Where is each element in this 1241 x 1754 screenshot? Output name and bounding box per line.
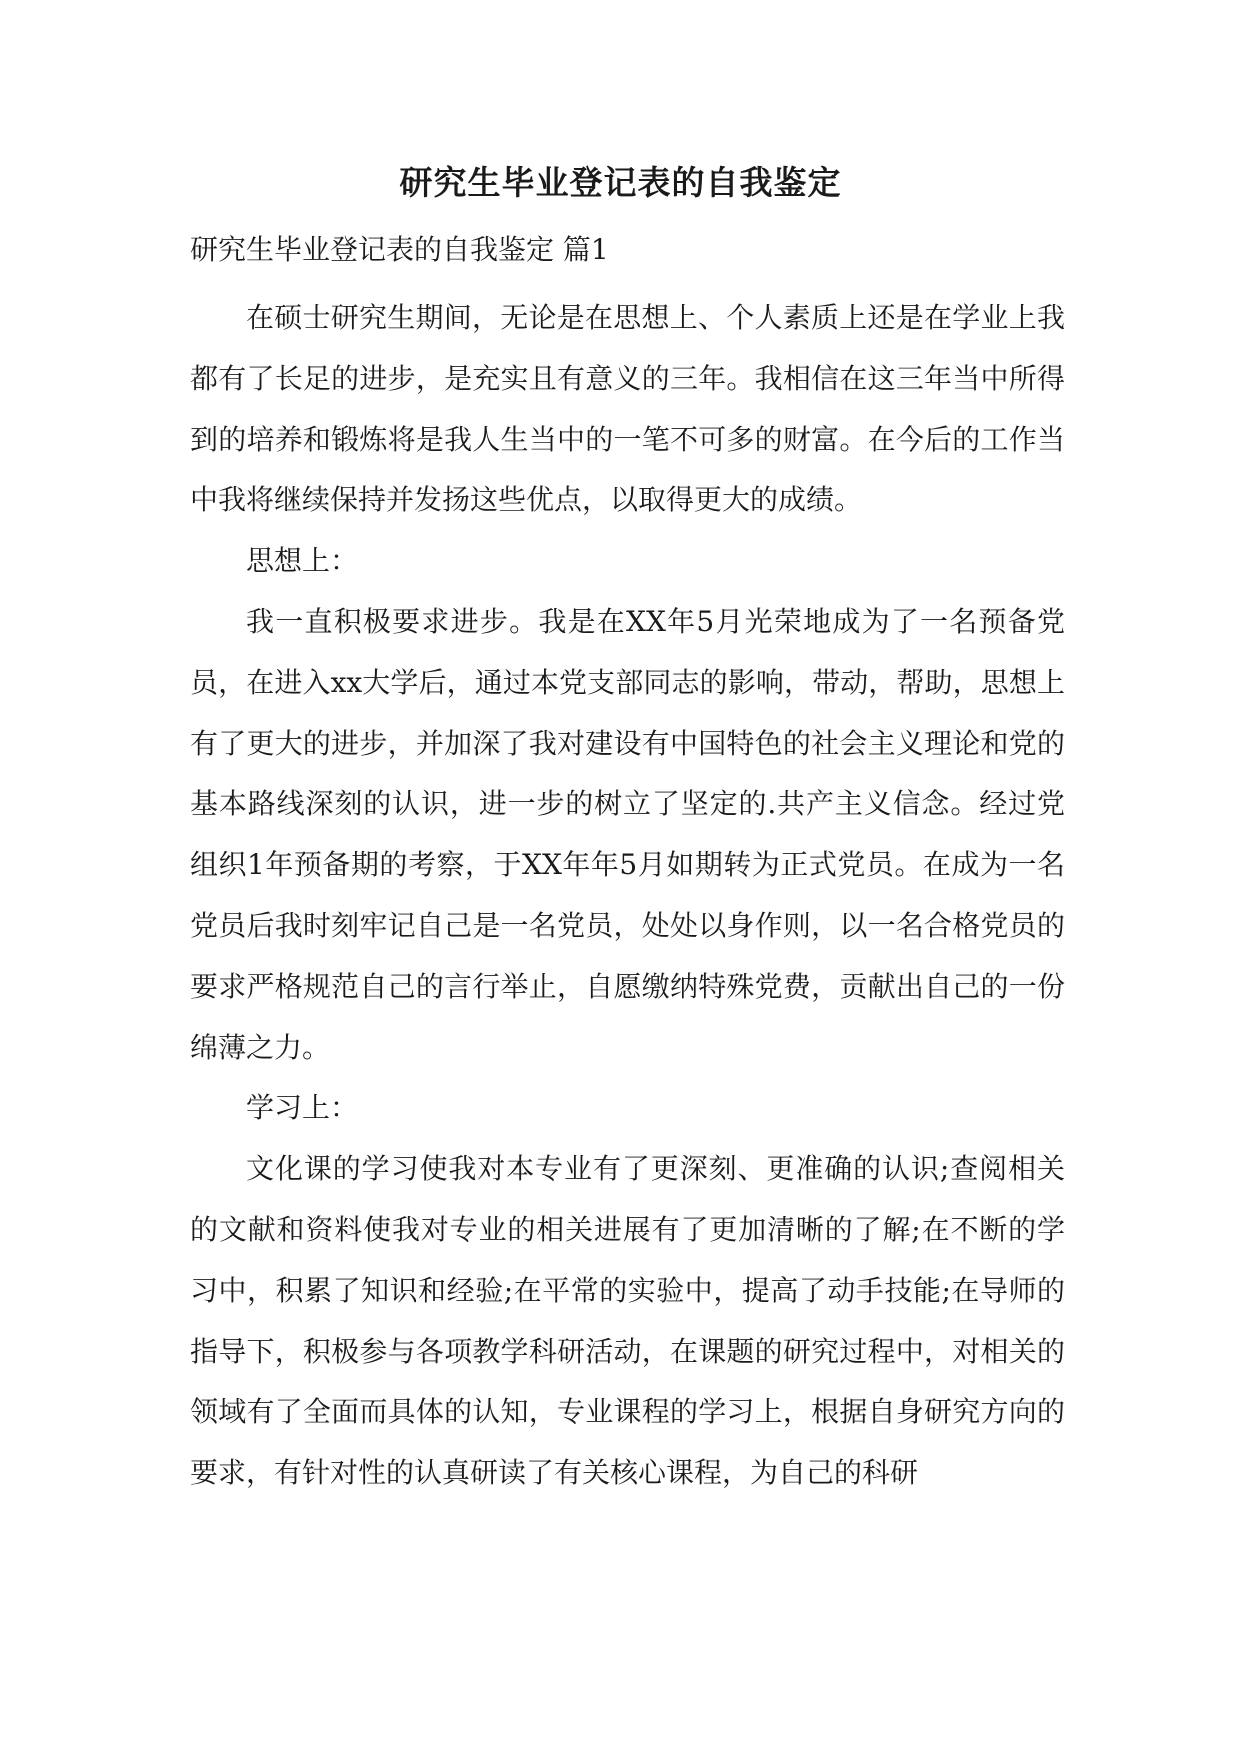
document-title: 研究生毕业登记表的自我鉴定 (399, 163, 842, 202)
paragraph-heading-thought: 思想上： (246, 544, 359, 578)
paragraph-intro: 在硕士研究生期间，无论是在思想上、个人素质上还是在学业上我都有了长足的进步，是充实且有意义的三年。我相信在这三年当中所得到的培养和锻炼将是我人生当中的一笔不可多的财富。在今后的工作当中我将继续保持并发扬这些优点，以取得更大的成绩。 (190, 301, 1065, 517)
paragraph-heading-study: 学习上： (246, 1091, 359, 1125)
paragraph-thought: 我一直积极要求进步。我是在XX年5月光荣地成为了一名预备党员，在进入xx大学后，通过本党支部同志的影响，带动，帮助，思想上有了更大的进步，并加深了我对建设有中国特色的社会主义理论和党的基本路线深刻的认识，进一步的树立了坚定的.共产主义信念。经过党组织1年预备期的考察，于XX年年5月如期转为正式党员。在成为一名党员后我时刻牢记自己是一名党员，处处以身作则，以一名合格党员的要求严格规范自己的言行举止，自愿缴纳特殊党费，贡献出自己的一份绵薄之力。 (190, 604, 1065, 1064)
section-heading: 研究生毕业登记表的自我鉴定 篇1 (190, 233, 609, 266)
paragraph-study: 文化课的学习使我对本专业有了更深刻、更准确的认识;查阅相关的文献和资料使我对专业的相关进展有了更加清晰的了解;在不断的学习中，积累了知识和经验;在平常的实验中，提高了动手技能;在导师的指导下，积极参与各项教学科研活动，在课题的研究过程中，对相关的领域有了全面而具体的认知，专业课程的学习上，根据自身研究方向的要求，有针对性的认真研读了有关核心课程，为自己的科研 (190, 1152, 1065, 1490)
document-body (190, 288, 1065, 1504)
